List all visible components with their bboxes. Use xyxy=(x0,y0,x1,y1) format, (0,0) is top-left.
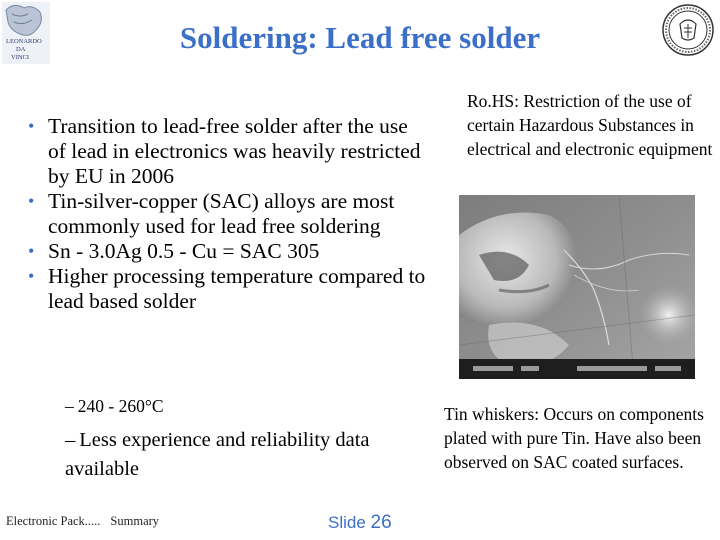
bullet-icon: • xyxy=(28,116,35,136)
bullet-icon: • xyxy=(28,191,35,211)
bullet-list xyxy=(28,114,428,314)
rohs-note: Ro.HS: Restriction of the use of certain Hazardous Substances in electrical and electronic equipment xyxy=(467,91,713,159)
bullet-icon: • xyxy=(28,241,35,261)
bullet-text: Tin-silver-copper (SAC) alloys are most commonly used for lead free soldering xyxy=(48,189,395,238)
list-item xyxy=(28,114,428,189)
sub-bullet-text: 240 - 260°C xyxy=(77,396,164,416)
footer-breadcrumb xyxy=(6,514,159,529)
bullet-icon: • xyxy=(28,266,35,286)
slide-number-value: 26 xyxy=(370,512,392,533)
sub-bullet-item xyxy=(65,396,164,417)
slide-label: Slide xyxy=(328,513,366,532)
bullet-text: Transition to lead-free solder after the use of lead in electronics was heavily restricted by EU in 2006 xyxy=(48,114,421,188)
list-item xyxy=(28,189,428,239)
svg-text:DA: DA xyxy=(16,46,26,53)
leonardo-da-vinci-logo-icon xyxy=(0,0,56,66)
slide-number xyxy=(328,512,392,534)
tin-whisker-sem-photo xyxy=(459,195,695,379)
dash-icon: – xyxy=(65,429,76,451)
footer-section: Summary xyxy=(110,514,160,528)
svg-text:VINCI: VINCI xyxy=(11,54,30,61)
bullet-text: Sn - 3.0Ag 0.5 - Cu = SAC 305 xyxy=(48,239,320,263)
university-seal-icon xyxy=(660,2,716,58)
tin-whiskers-note: Tin whiskers: Occurs on components plated with pure Tin. Have also been observed on SAC coated surfaces. xyxy=(444,404,704,472)
footer-course: Electronic Pack..... xyxy=(6,514,101,528)
dash-icon: – xyxy=(65,396,74,416)
sub-bullet-text: Less experience and reliability data available xyxy=(65,429,370,480)
list-item xyxy=(28,264,428,314)
list-item xyxy=(28,239,428,264)
bullet-text: Higher processing temperature compared to lead based solder xyxy=(48,264,426,313)
sub-bullet-item xyxy=(65,426,425,484)
svg-text:LEONARDO: LEONARDO xyxy=(6,38,42,45)
slide-title: Soldering: Lead free solder xyxy=(179,20,541,55)
